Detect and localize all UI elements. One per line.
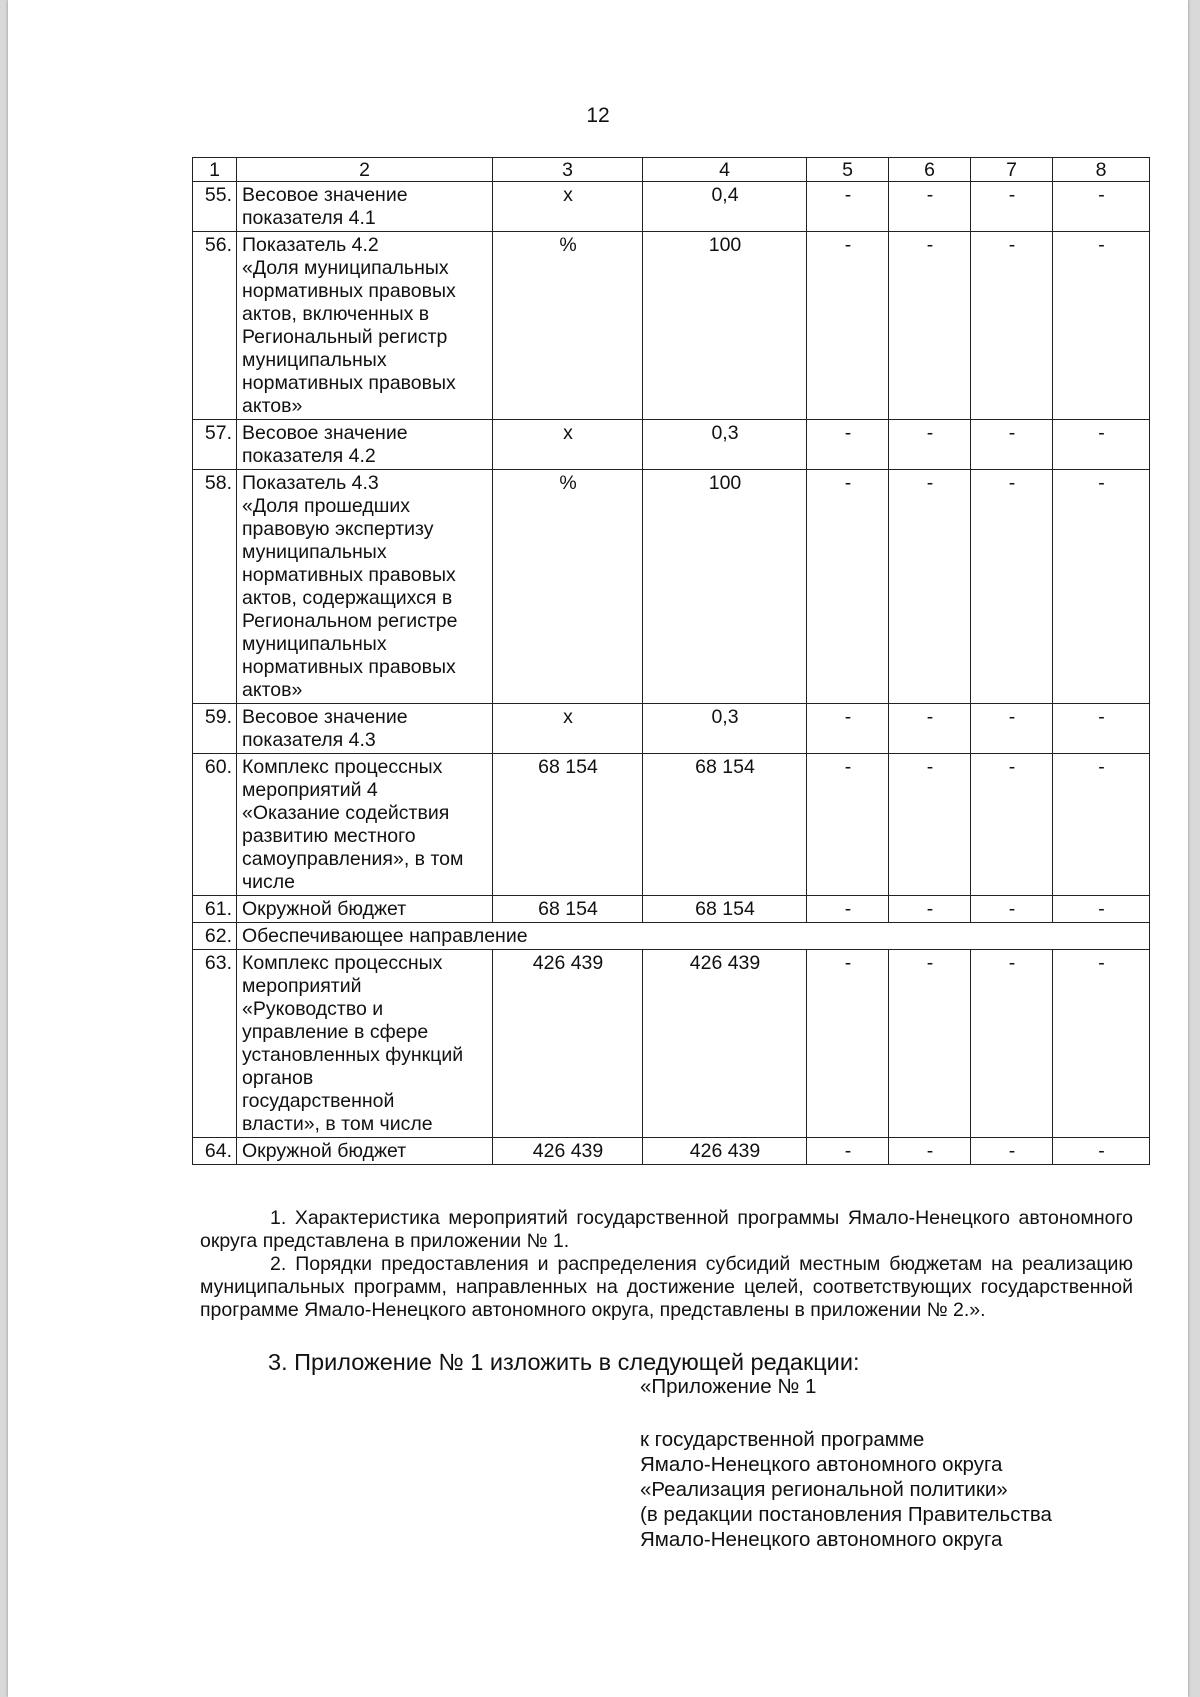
row-name-line: нормативных правовых (242, 564, 456, 586)
row-name-line: мероприятий (242, 975, 362, 997)
header-cell: 2 (237, 158, 493, 182)
table-row (193, 923, 1150, 950)
row-name-line: актов, включенных в (242, 303, 430, 325)
value-cell-c6: - (889, 470, 971, 704)
row-name-line: муниципальных (242, 349, 387, 371)
value-cell-c7: - (971, 182, 1053, 232)
row-number-cell: 64. (193, 1138, 237, 1165)
value-cell-c3: % (493, 232, 643, 420)
row-name-line: «Оказание содействия (242, 802, 450, 824)
row-name-line: органов (242, 1067, 314, 1089)
row-number-cell: 63. (193, 950, 237, 1138)
value-cell-c8: - (1053, 950, 1150, 1138)
row-number-cell: 58. (193, 470, 237, 704)
row-name-cell (237, 420, 493, 470)
value-cell-c5: - (807, 470, 889, 704)
row-name-line: «Доля муниципальных (242, 257, 449, 279)
row-name-line: установленных функций (242, 1044, 464, 1066)
row-name-line: Показатель 4.3 (242, 472, 379, 494)
header-cell: 3 (493, 158, 643, 182)
row-name-line: Региональный регистр (242, 326, 448, 348)
row-name-line: актов» (242, 679, 303, 701)
row-name-line: правовую экспертизу (242, 518, 434, 540)
value-cell-c3: 68 154 (493, 754, 643, 896)
row-name-line: Окружной бюджет (242, 898, 407, 920)
row-name-line: Весовое значение (242, 184, 408, 206)
item-3-heading: 3. Приложение № 1 изложить в следующей редакции: (268, 1349, 860, 1375)
row-name-line: Показатель 4.2 (242, 234, 379, 256)
row-name-cell (237, 950, 493, 1138)
table-row (193, 950, 1150, 1138)
value-cell-c4: 426 439 (643, 1138, 807, 1165)
value-cell-c8: - (1053, 1138, 1150, 1165)
appendix-line: (в редакции постановления Правительства (640, 1503, 1052, 1526)
value-cell-c6: - (889, 232, 971, 420)
row-name-line: нормативных правовых (242, 372, 456, 394)
value-cell-c3: 68 154 (493, 896, 643, 923)
row-name-line: актов, содержащихся в (242, 587, 453, 609)
value-cell-c7: - (971, 896, 1053, 923)
header-cell: 7 (971, 158, 1053, 182)
value-cell-c3: 426 439 (493, 1138, 643, 1165)
row-name-line: самоуправления», в том (242, 848, 464, 870)
page-number: 12 (586, 104, 610, 127)
value-cell-c3: х (493, 704, 643, 754)
row-name-cell (237, 704, 493, 754)
row-name-line: показателя 4.2 (242, 445, 376, 467)
value-cell-c5: - (807, 1138, 889, 1165)
table-row (193, 896, 1150, 923)
value-cell-c6: - (889, 704, 971, 754)
value-cell-c7: - (971, 470, 1053, 704)
value-cell-c3: 426 439 (493, 950, 643, 1138)
table-row (193, 754, 1150, 896)
value-cell-c8: - (1053, 754, 1150, 896)
value-cell-c3: х (493, 182, 643, 232)
value-cell-c6: - (889, 950, 971, 1138)
table-row (193, 1138, 1150, 1165)
row-name-line: управление в сфере (242, 1021, 429, 1043)
row-name-line: Весовое значение (242, 706, 408, 728)
value-cell-c4: 0,3 (643, 420, 807, 470)
value-cell-c3: х (493, 420, 643, 470)
value-cell-c6: - (889, 896, 971, 923)
row-number-cell: 56. (193, 232, 237, 420)
table-row (193, 420, 1150, 470)
header-cell: 1 (193, 158, 237, 182)
value-cell-c5: - (807, 754, 889, 896)
value-cell-c5: - (807, 896, 889, 923)
value-cell-c5: - (807, 704, 889, 754)
header-cell: 5 (807, 158, 889, 182)
row-name-line: муниципальных (242, 541, 387, 563)
header-cell: 6 (889, 158, 971, 182)
value-cell-c4: 0,4 (643, 182, 807, 232)
appendix-line: Ямало-Ненецкого автономного округа (640, 1453, 1003, 1476)
value-cell-c7: - (971, 1138, 1053, 1165)
row-name-line: нормативных правовых (242, 280, 456, 302)
value-cell-c5: - (807, 420, 889, 470)
appendix-line: к государственной программе (640, 1428, 925, 1451)
row-name-cell (237, 232, 493, 420)
value-cell-c7: - (971, 420, 1053, 470)
value-cell-c4: 68 154 (643, 754, 807, 896)
header-cell: 4 (643, 158, 807, 182)
row-name-cell (237, 896, 493, 923)
value-cell-c5: - (807, 950, 889, 1138)
value-cell-c6: - (889, 182, 971, 232)
value-cell-c4: 0,3 (643, 704, 807, 754)
value-cell-c7: - (971, 950, 1053, 1138)
budget-table (192, 157, 1150, 1165)
row-name-line: государственной (242, 1090, 395, 1112)
value-cell-c4: 426 439 (643, 950, 807, 1138)
section-title-cell: Обеспечивающее направление (237, 923, 1150, 950)
value-cell-c8: - (1053, 896, 1150, 923)
row-name-line: Комплекс процессных (242, 756, 443, 778)
row-name-line: актов» (242, 395, 303, 417)
value-cell-c4: 100 (643, 232, 807, 420)
row-name-line: муниципальных (242, 633, 387, 655)
row-name-line: «Доля прошедших (242, 495, 411, 517)
value-cell-c3: % (493, 470, 643, 704)
row-name-line: мероприятий 4 (242, 779, 378, 801)
appendix-title: «Приложение № 1 (640, 1375, 817, 1398)
row-name-line: показателя 4.1 (242, 207, 376, 229)
row-name-cell (237, 470, 493, 704)
table-row (193, 182, 1150, 232)
appendix-line: «Реализация региональной политики» (640, 1478, 1008, 1501)
table-row (193, 232, 1150, 420)
row-name-line: развитию местного (242, 825, 416, 847)
row-name-line: Комплекс процессных (242, 952, 443, 974)
row-name-line: власти», в том числе (242, 1113, 433, 1135)
row-name-line: числе (242, 871, 296, 893)
row-name-line: Окружной бюджет (242, 1140, 407, 1162)
row-name-cell (237, 1138, 493, 1165)
value-cell-c8: - (1053, 182, 1150, 232)
row-name-line: нормативных правовых (242, 656, 456, 678)
row-name-line: Региональном регистре (242, 610, 458, 632)
appendix-block (640, 1374, 1052, 1552)
value-cell-c8: - (1053, 420, 1150, 470)
row-number-cell: 55. (193, 182, 237, 232)
row-name-cell (237, 754, 493, 896)
table-row (193, 704, 1150, 754)
value-cell-c5: - (807, 232, 889, 420)
row-name-line: Весовое значение (242, 422, 408, 444)
value-cell-c4: 100 (643, 470, 807, 704)
row-name-line: показателя 4.3 (242, 729, 376, 751)
value-cell-c7: - (971, 754, 1053, 896)
value-cell-c7: - (971, 232, 1053, 420)
row-number-cell: 57. (193, 420, 237, 470)
table-header-row (193, 158, 1150, 182)
value-cell-c8: - (1053, 470, 1150, 704)
row-name-line: «Руководство и (242, 998, 384, 1020)
value-cell-c8: - (1053, 232, 1150, 420)
value-cell-c6: - (889, 754, 971, 896)
value-cell-c5: - (807, 182, 889, 232)
header-cell: 8 (1053, 158, 1150, 182)
table-row (193, 470, 1150, 704)
value-cell-c6: - (889, 420, 971, 470)
row-number-cell: 59. (193, 704, 237, 754)
value-cell-c4: 68 154 (643, 896, 807, 923)
value-cell-c7: - (971, 704, 1053, 754)
row-number-cell: 62. (193, 923, 237, 950)
notes (200, 1207, 1133, 1322)
value-cell-c8: - (1053, 704, 1150, 754)
row-number-cell: 61. (193, 896, 237, 923)
note-2: 2. Порядки предоставления и распределения субсидий местным бюджетам на реализацию муниципальных программ, направленных на достижение целей, соответствующих государственной программе Ямало-Ненецкого автономного округа, представлены в приложении № 2.». (200, 1253, 1133, 1321)
document-page (8, 0, 1188, 1697)
appendix-line: Ямало-Ненецкого автономного округа (640, 1528, 1003, 1551)
row-name-cell (237, 182, 493, 232)
value-cell-c6: - (889, 1138, 971, 1165)
note-1: 1. Характеристика мероприятий государственной программы Ямало-Ненецкого автономного округа представлена в приложении № 1. (200, 1207, 1133, 1252)
row-number-cell: 60. (193, 754, 237, 896)
